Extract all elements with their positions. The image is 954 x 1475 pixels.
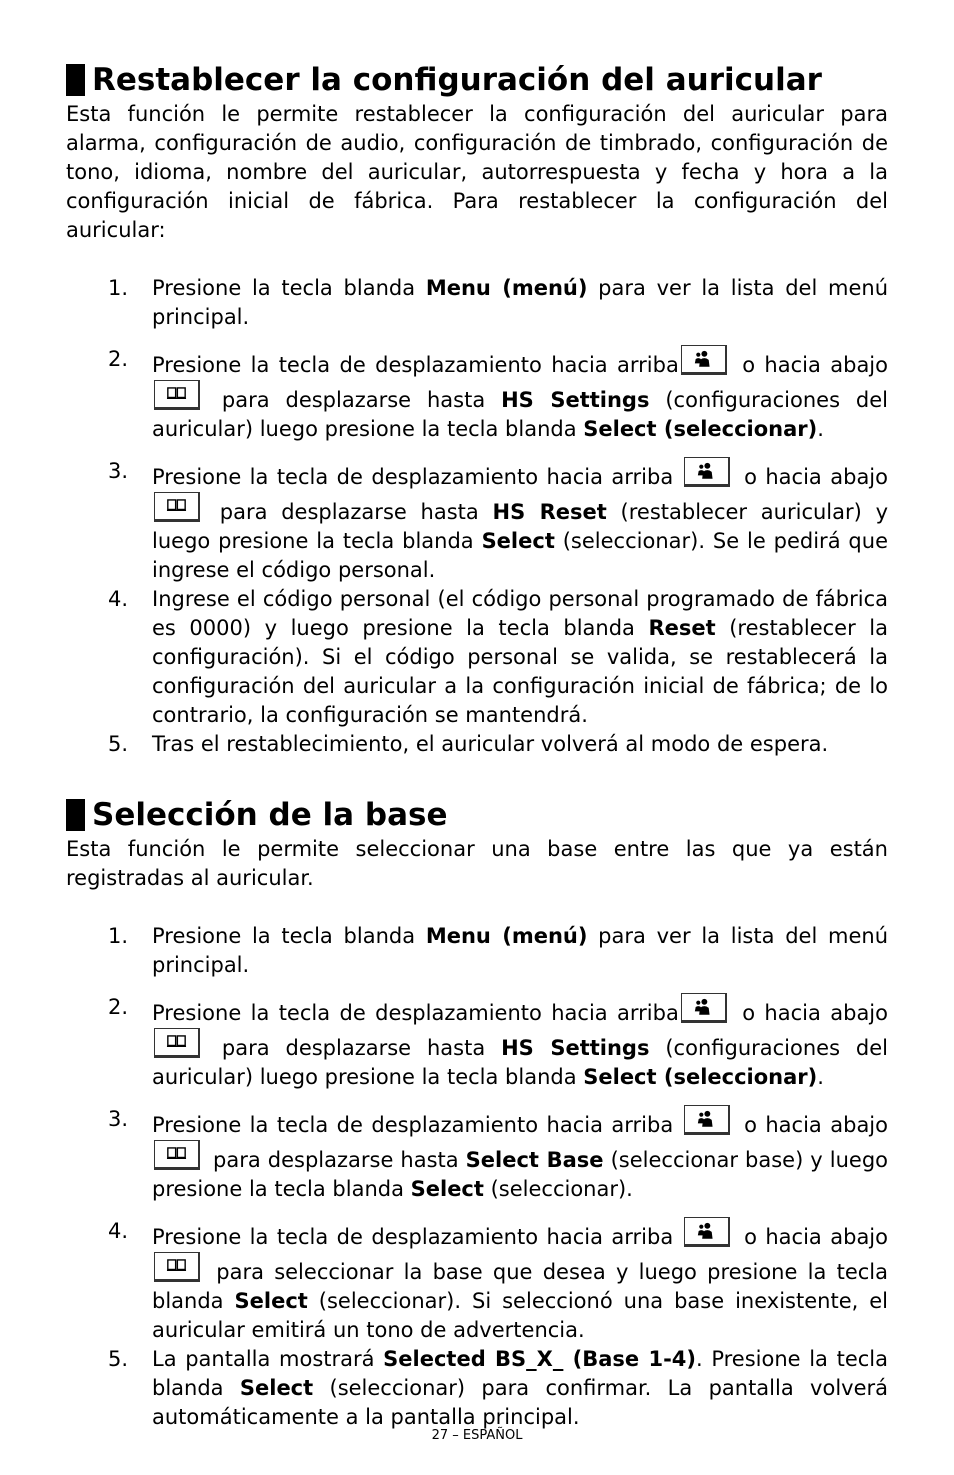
section-base-selection — [66, 795, 888, 1432]
step-list — [66, 274, 888, 759]
step-text: Presione la tecla blanda — [152, 924, 426, 948]
step-number: 5. — [108, 732, 129, 756]
step-text: . — [817, 1065, 824, 1089]
list-item — [66, 345, 888, 444]
scroll-down-phonebook-icon — [154, 380, 200, 410]
step-number: 3. — [108, 459, 129, 483]
step-text: (seleccionar base) y luego presione la tecla blanda — [152, 1148, 889, 1201]
menu-option-name: HS Settings — [501, 388, 650, 412]
step-text: (restablecer auricular) y luego presione la tecla blanda — [152, 500, 888, 553]
softkey-name: Select (seleccionar) — [583, 1065, 818, 1089]
step-text: o hacia abajo — [735, 1113, 888, 1137]
scroll-up-contacts-icon — [684, 1105, 730, 1135]
step-text: Presione la tecla de desplazamiento hacia arriba — [152, 465, 682, 489]
section-title: Selección de la base — [92, 797, 448, 833]
softkey-name: Select — [239, 1376, 314, 1400]
softkey-name: Select (seleccionar) — [583, 417, 818, 441]
step-text: o hacia abajo — [732, 1001, 888, 1025]
step-text: para desplazarse hasta — [206, 388, 502, 412]
step-text: o hacia abajo — [735, 465, 888, 489]
step-text: (seleccionar). Se le pedirá que ingrese el código personal. — [152, 529, 888, 582]
list-item — [66, 993, 888, 1092]
scroll-down-phonebook-icon — [154, 1028, 200, 1058]
step-text: La pantalla mostrará — [152, 1347, 384, 1371]
section-title: Restablecer la configuración del auricular — [92, 62, 822, 98]
step-text: Presione la tecla de desplazamiento hacia arriba — [152, 353, 679, 377]
step-number: 1. — [108, 276, 129, 300]
step-text: Presione la tecla de desplazamiento hacia arriba — [152, 1001, 679, 1025]
heading-marker — [66, 64, 85, 96]
list-item — [66, 585, 888, 730]
step-text: (seleccionar) para confirmar. La pantalla volverá automáticamente a la pantalla principal. — [152, 1376, 889, 1429]
section-reset-handset — [66, 60, 888, 759]
list-item — [66, 1345, 888, 1432]
section-intro: Esta función le permite restablecer la configuración del auricular para alarma, configuración de audio, configuración de timbrado, configuración de tono, idioma, nombre del auricular, autorrespuesta y fecha y hora a la configuración inicial de fábrica. Para restablecer la configuración del auricular: — [66, 102, 888, 242]
section-heading — [66, 795, 888, 835]
step-text: Presione la tecla de desplazamiento hacia arriba — [152, 1225, 682, 1249]
step-number: 2. — [108, 347, 129, 371]
scroll-up-contacts-icon — [681, 993, 727, 1023]
list-item — [66, 730, 888, 759]
scroll-up-contacts-icon — [684, 457, 730, 487]
step-text: (seleccionar). — [483, 1177, 633, 1201]
step-text: para seleccionar la base que desea y luego presione la tecla blanda — [152, 1260, 888, 1313]
step-text: Presione la tecla blanda — [152, 276, 426, 300]
step-text: . Presione la tecla blanda — [152, 1347, 888, 1400]
menu-option-name: HS Reset — [492, 500, 607, 524]
step-text: Tras el restablecimiento, el auricular volverá al modo de espera. — [152, 732, 829, 756]
scroll-up-contacts-icon — [684, 1217, 730, 1247]
step-number: 4. — [108, 587, 129, 611]
step-text: para desplazarse hasta — [206, 1036, 502, 1060]
softkey-name: Reset — [648, 616, 716, 640]
page-footer: 27 – ESPAÑOL — [431, 1428, 523, 1443]
step-text: para ver la lista del menú principal. — [152, 276, 889, 329]
softkey-name: Select — [234, 1289, 308, 1313]
softkey-name: Menu (menú) — [425, 924, 588, 948]
menu-option-name: Select Base — [465, 1148, 604, 1172]
step-number: 5. — [108, 1347, 129, 1371]
step-text: (seleccionar). Si seleccionó una base inexistente, el auricular emitirá un tono de advertencia. — [152, 1289, 889, 1342]
step-text: Ingrese el código personal (el código personal programado de fábrica es 0000) y luego presione la tecla blanda — [152, 587, 888, 640]
scroll-up-contacts-icon — [681, 345, 727, 375]
scroll-down-phonebook-icon — [154, 1252, 200, 1282]
list-item — [66, 922, 888, 980]
softkey-name: Select — [481, 529, 555, 553]
step-number: 2. — [108, 995, 129, 1019]
list-item — [66, 274, 888, 332]
step-text: . — [817, 417, 824, 441]
step-text: o hacia abajo — [735, 1225, 888, 1249]
display-message: Selected BS_X_ (Base 1-4) — [383, 1347, 696, 1371]
scroll-down-phonebook-icon — [154, 492, 200, 522]
step-text: (configuraciones del auricular) luego presione la tecla blanda — [152, 388, 889, 441]
step-text: Presione la tecla de desplazamiento hacia arriba — [152, 1113, 682, 1137]
heading-marker — [66, 799, 85, 831]
step-text: (restablecer la configuración). Si el código personal se valida, se restablecerá la configuración del auricular a la configuración inicial de fábrica; de lo contrario, la configuración se mantendrá. — [152, 616, 888, 727]
step-number: 3. — [108, 1107, 129, 1131]
softkey-name: Select — [410, 1177, 484, 1201]
step-number: 1. — [108, 924, 129, 948]
list-item — [66, 457, 888, 585]
section-heading — [66, 60, 888, 100]
step-text: para ver la lista del menú principal. — [152, 924, 889, 977]
menu-option-name: HS Settings — [501, 1036, 650, 1060]
section-intro: Esta función le permite seleccionar una base entre las que ya están registradas al auricular. — [66, 837, 888, 890]
step-text: para desplazarse hasta — [206, 1148, 466, 1172]
step-list — [66, 922, 888, 1432]
list-item — [66, 1217, 888, 1345]
step-text: o hacia abajo — [732, 353, 888, 377]
softkey-name: Menu (menú) — [425, 276, 588, 300]
step-text: para desplazarse hasta — [206, 500, 493, 524]
step-text: (configuraciones del auricular) luego presione la tecla blanda — [152, 1036, 889, 1089]
scroll-down-phonebook-icon — [154, 1140, 200, 1170]
step-number: 4. — [108, 1219, 129, 1243]
list-item — [66, 1105, 888, 1204]
